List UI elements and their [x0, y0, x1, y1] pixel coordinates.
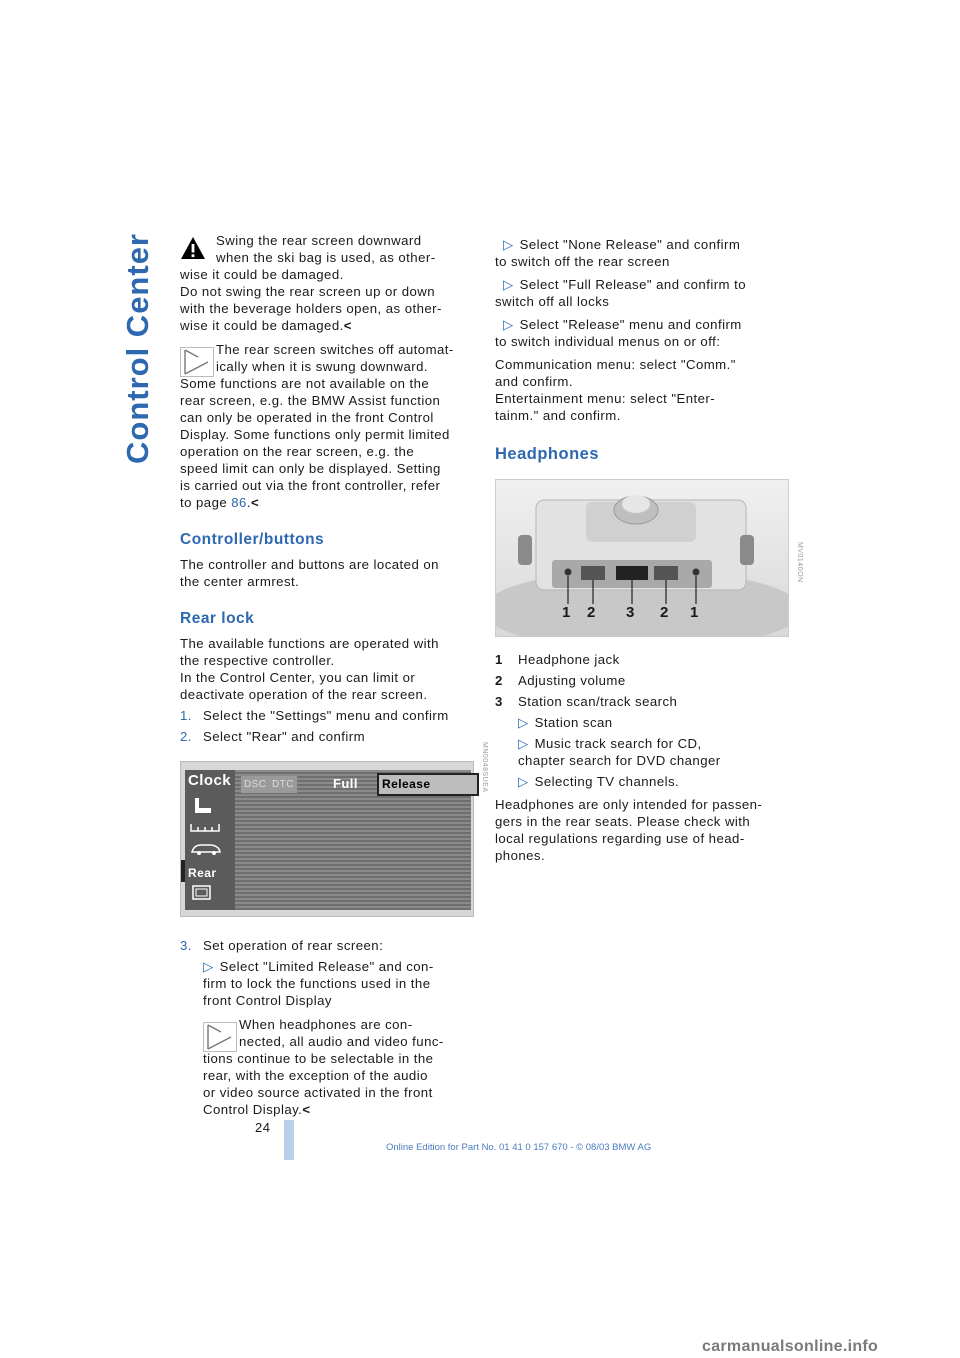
bullet-triangle-icon: ▷ [503, 277, 514, 292]
selection-marker [181, 860, 185, 882]
callout-number: 3 [626, 604, 635, 621]
step-number: 1. [180, 708, 192, 723]
hint-line: nected, all audio and video func- [239, 1034, 444, 1049]
legend-text: Adjusting volume [518, 673, 626, 688]
bullet-line: Select "Release" menu and confirm [519, 317, 742, 332]
hint-arrow-icon [203, 1022, 237, 1052]
hint-note-headphones [180, 1016, 470, 1118]
rear-lock-line: deactivate operation of the rear screen. [180, 687, 428, 702]
hint-line: Some functions are not available on the [180, 376, 430, 391]
car-icon [189, 840, 223, 858]
heading-controller-buttons: Controller/buttons [180, 531, 325, 548]
warning-line-text: wise it could be damaged. [180, 318, 344, 333]
step-text: Select "Rear" and confirm [203, 729, 366, 744]
warning-line: with the beverage holders open, as other- [180, 301, 442, 316]
closing-paragraph [495, 796, 787, 864]
legend-list [495, 651, 787, 710]
warning-line [180, 317, 470, 334]
watermark: carmanualsonline.info [702, 1338, 879, 1355]
heading-rear-lock: Rear lock [180, 610, 255, 627]
callout-number: 2 [587, 604, 596, 621]
figure-code: MN0048SUEA [481, 742, 488, 793]
hint-line [180, 494, 470, 511]
section-title [100, 230, 160, 480]
callout-number: 1 [562, 604, 571, 621]
footer-text: Online Edition for Part No. 01 41 0 157 670 - © 08/03 BMW AG [386, 1142, 652, 1153]
menu-line: and confirm. [495, 374, 573, 389]
legend-item [495, 651, 787, 668]
controller-line: the center armrest. [180, 574, 300, 589]
bullet-line: to switch individual menus on or off: [495, 334, 721, 349]
bullet-line: firm to lock the functions used in the [203, 976, 431, 991]
screen-label-full: Full [333, 776, 358, 791]
hint-line: rear screen, e.g. the BMW Assist function [180, 393, 441, 408]
step-text: Set operation of rear screen: [203, 938, 384, 953]
rear-settings-screen-image [180, 761, 474, 917]
page-number: 24 [255, 1120, 271, 1135]
page-bar [284, 1120, 294, 1160]
hint-line: rear, with the exception of the audio [203, 1068, 428, 1083]
screen-label-release: Release [377, 773, 479, 796]
legend-item [495, 672, 787, 689]
menu-line: Communication menu: select "Comm." [495, 357, 736, 372]
hint-line: ically when it is swung downward. [216, 359, 429, 374]
heading-headphones: Headphones [495, 445, 600, 463]
legend-text: Headphone jack [518, 652, 620, 667]
sub-bullet-station-scan [495, 714, 787, 731]
right-column [495, 232, 803, 864]
display-icon [191, 884, 213, 902]
closing-line: gers in the rear seats. Please check with [495, 814, 751, 829]
bullet-line: Music track search for CD, [534, 736, 702, 751]
hint-line: operation on the rear screen, e.g. the [180, 444, 415, 459]
bullet-release-menu [495, 316, 787, 350]
legend-number: 3 [495, 694, 503, 709]
seat-icon [191, 796, 217, 816]
controller-line: The controller and buttons are located on [180, 557, 439, 572]
step-2 [180, 728, 470, 745]
hint-line-text: Control Display. [203, 1102, 303, 1117]
bullet-limited-release [180, 958, 470, 1009]
screen-label-rear: Rear [188, 866, 217, 880]
end-mark: < [302, 1102, 311, 1117]
bullet-line: front Control Display [203, 993, 332, 1008]
figure-code: MV0140ON [796, 542, 803, 583]
step-text: Select the "Settings" menu and confirm [203, 708, 449, 723]
closing-line: phones. [495, 848, 546, 863]
warning-line: when the ski bag is used, as other- [216, 250, 436, 265]
rear-lock-line: The available functions are operated with [180, 636, 439, 651]
headphone-controls-photo [495, 479, 789, 637]
hint-line: tions continue to be selectable in the [203, 1051, 434, 1066]
bullet-line: Select "Full Release" and confirm to [519, 277, 746, 292]
bullet-full-release [495, 276, 787, 310]
legend-number: 2 [495, 673, 503, 688]
warning-icon [180, 235, 206, 261]
step-1 [180, 707, 470, 724]
bullet-line: Select "Limited Release" and con- [219, 959, 434, 974]
step-3 [180, 937, 470, 954]
warning-line: Swing the rear screen downward [216, 233, 422, 248]
warning-note [180, 232, 470, 334]
menu-line: Entertainment menu: select "Enter- [495, 391, 716, 406]
screen-label-clock: Clock [188, 772, 232, 789]
menu-instructions [495, 356, 787, 424]
legend-number: 1 [495, 652, 503, 667]
rear-lock-line: the respective controller. [180, 653, 335, 668]
hint-line [203, 1101, 470, 1118]
step-number: 2. [180, 729, 192, 744]
bullet-none-release [495, 236, 787, 270]
rear-lock-line: In the Control Center, you can limit or [180, 670, 416, 685]
bullet-triangle-icon: ▷ [503, 237, 514, 252]
bullet-triangle-icon: ▷ [518, 736, 529, 751]
ruler-icon [189, 820, 221, 834]
end-mark: < [250, 495, 260, 510]
bullet-line: to switch off the rear screen [495, 254, 670, 269]
callout-number: 2 [660, 604, 669, 621]
bullet-line: Select "None Release" and confirm [519, 237, 741, 252]
screen-label-dtc: DTC [269, 776, 297, 793]
bullet-line: switch off all locks [495, 294, 610, 309]
left-column [180, 232, 488, 1118]
page-ref-link[interactable]: 86 [231, 495, 247, 510]
bullet-triangle-icon: ▷ [203, 959, 214, 974]
hint-note [180, 341, 470, 511]
hint-line: is carried out via the front controller, refer [180, 478, 441, 493]
hint-arrow-icon [180, 347, 214, 377]
hint-line: Display. Some functions only permit limited [180, 427, 450, 442]
hint-line: or video source activated in the front [203, 1085, 433, 1100]
bullet-line: Selecting TV channels. [534, 774, 680, 789]
bullet-line: chapter search for DVD changer [518, 753, 721, 768]
hint-line: speed limit can only be displayed. Setting [180, 461, 441, 476]
hint-line: When headphones are con- [239, 1017, 413, 1032]
hint-line: The rear screen switches off automat- [216, 342, 454, 357]
warning-line: wise it could be damaged. [180, 267, 344, 282]
legend-item [495, 693, 787, 710]
step-number: 3. [180, 938, 192, 953]
legend-text: Station scan/track search [518, 694, 678, 709]
menu-line: tainm." and confirm. [495, 408, 621, 423]
bullet-line: Station scan [534, 715, 613, 730]
hint-line-text: to page [180, 495, 232, 510]
sub-bullet-track-search [495, 735, 787, 769]
bullet-triangle-icon: ▷ [518, 715, 529, 730]
closing-line: local regulations regarding use of head- [495, 831, 745, 846]
section-title-text: Control Center [120, 233, 155, 464]
end-mark: < [343, 318, 352, 333]
armrest-illustration [496, 480, 788, 636]
screen-label-dsc: DSC [241, 776, 269, 793]
bullet-triangle-icon: ▷ [518, 774, 529, 789]
callout-number: 1 [690, 604, 699, 621]
bullet-triangle-icon: ▷ [503, 317, 514, 332]
warning-line: Do not swing the rear screen up or down [180, 284, 436, 299]
hint-period: . [246, 495, 251, 510]
sub-bullet-tv-channels [495, 773, 787, 790]
closing-line: Headphones are only intended for passen- [495, 797, 763, 812]
hint-line: can only be operated in the front Control [180, 410, 434, 425]
